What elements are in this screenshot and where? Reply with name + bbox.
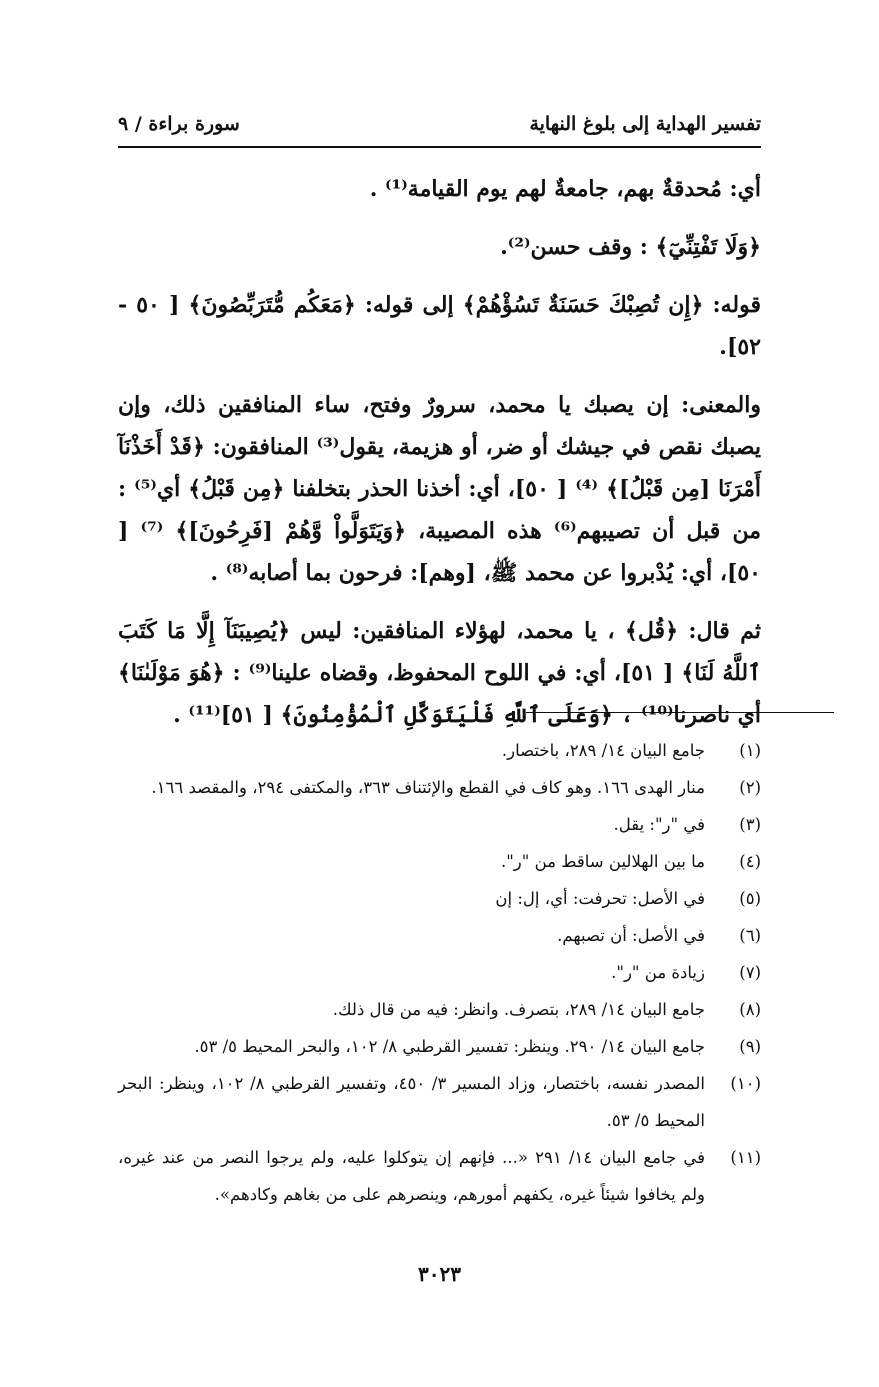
- body-paragraph: ثم قال: ﴿قُل﴾ ، يا محمد، لهؤلاء المنافقين: ليس ﴿يُصِيبَنَآ إِلَّا مَا كَتَبَ ٱللَّهُ لَنَا﴾ [ ٥١]، أي: في اللوح المحفوظ، وقضاه علينا⁽⁹⁾ : ﴿هُوَ مَوْلَىٰنَا﴾ أي ناصرنا⁽¹⁰⁾ ، ﴿وَعَلَى ٱللَّهِ فَلْيَتَوَكَّلِ ٱلْمُؤْمِنُونَ﴾ [ ٥١]⁽¹¹⁾ .: [118, 618, 762, 728]
- header-rule: [118, 146, 761, 148]
- footnote-text: في الأصل: أن تصبهم.: [557, 926, 705, 945]
- footnote-number: (٨): [739, 1000, 761, 1019]
- footnote-text: زيادة من "ر".: [611, 963, 705, 982]
- footnote: [118, 769, 761, 806]
- footnote-number: (٢): [739, 778, 761, 797]
- page-header: [118, 106, 761, 142]
- main-text: [118, 168, 761, 736]
- footnote: [118, 880, 761, 917]
- footnote-number: (٤): [739, 852, 761, 871]
- footnote: [118, 1028, 761, 1065]
- footnote: [118, 1065, 761, 1139]
- footnote-number: (٥): [739, 889, 761, 908]
- footnote-separator: [526, 712, 834, 713]
- footnote: [118, 991, 761, 1028]
- footnote-text: منار الهدى ١٦٦. وهو كاف في القطع والإئتناف ٣٦٣، والمكتفى ٢٩٤، والمقصد ١٦٦.: [151, 778, 705, 797]
- footnote: [118, 806, 761, 843]
- body-paragraph: أي: مُحدقةٌ بهم، جامعةٌ لهم يوم القيامة⁽¹⁾ .: [369, 176, 761, 202]
- footnote-number: (٩): [739, 1037, 761, 1056]
- footnote-text: في جامع البيان ١٤/ ٢٩١ «... فإنهم إن يتوكلوا عليه، ولم يرجوا النصر من عند غيره، ولم يخافوا شيئاً غيره، يكفهم أمورهم، وينصرهم على من بغاهم وكادهم».: [118, 1148, 705, 1204]
- footnote-number: (٣): [739, 815, 761, 834]
- footnote: [118, 917, 761, 954]
- footnote-number: (٧): [739, 963, 761, 982]
- footnote-number: (٦): [739, 926, 761, 945]
- footnote-text: جامع البيان ١٤/ ٢٨٩، بتصرف. وانظر: فيه من قال ذلك.: [332, 1000, 705, 1019]
- body-paragraph: قوله: ﴿إِن تُصِبْكَ حَسَنَةٌ تَسُؤْهُمْ﴾ إلى قوله: ﴿مَعَكُم مُّتَرَبِّصُونَ﴾ [ ٥٠ - ٥٢].: [118, 292, 761, 360]
- body-paragraph: ﴿وَلَا تَفْتِنِّيٓ﴾ : وقف حسن⁽²⁾.: [500, 234, 761, 260]
- footnote-text: جامع البيان ١٤/ ٢٩٠. وينظر: تفسير القرطبي ٨/ ١٠٢، والبحر المحيط ٥/ ٥٣.: [194, 1037, 705, 1056]
- footnote: [118, 732, 761, 769]
- body-paragraph: والمعنى: إن يصبك يا محمد، سرورٌ وفتح، ساء المنافقين ذلك، وإن يصبك نقص في جيشك أو ضر، أو هزيمة، يقول⁽³⁾ المنافقون: ﴿قَدْ أَخَذْنَآ أَمْرَنَا [مِن قَبْلُ]﴾ ⁽⁴⁾ [ ٥٠]، أي: أخذنا الحذر بتخلفنا ﴿مِن قَبْلُ﴾ أي⁽⁵⁾ : من قبل أن تصيبهم⁽⁶⁾ هذه المصيبة، ﴿وَيَتَوَلَّواْ وَّهُمْ [فَرِحُونَ]﴾ ⁽⁷⁾ [ ٥٠]، أي: يُدْبروا عن محمد ﷺ، [وهم]: فرحون بما أصابه⁽⁸⁾ .: [118, 392, 762, 586]
- footnote-number: (١): [739, 741, 761, 760]
- footnote-text: في "ر": يقل.: [613, 815, 705, 834]
- page-number: ٣٠٢٣: [418, 1262, 461, 1286]
- running-book-title: تفسير الهداية إلى بلوغ النهاية: [529, 113, 761, 135]
- footnotes: [118, 732, 761, 1213]
- footnote-text: جامع البيان ١٤/ ٢٨٩، باختصار.: [501, 741, 705, 760]
- footnote-number: (١٠): [730, 1074, 761, 1093]
- footnote-text: في الأصل: تحرفت: أي، إل: إن: [495, 889, 705, 908]
- footnote-number: (١١): [730, 1148, 761, 1167]
- running-surah-title: سورة براءة / ٩: [118, 113, 240, 135]
- footnote-text: المصدر نفسه، باختصار، وزاد المسير ٣/ ٤٥٠، وتفسير القرطبي ٨/ ١٠٢، وينظر: البحر المحيط ٥/ ٥٣.: [118, 1074, 705, 1130]
- footnote: [118, 1139, 761, 1213]
- footnote-text: ما بين الهلالين ساقط من "ر".: [500, 852, 705, 871]
- footnote: [118, 843, 761, 880]
- footnote: [118, 954, 761, 991]
